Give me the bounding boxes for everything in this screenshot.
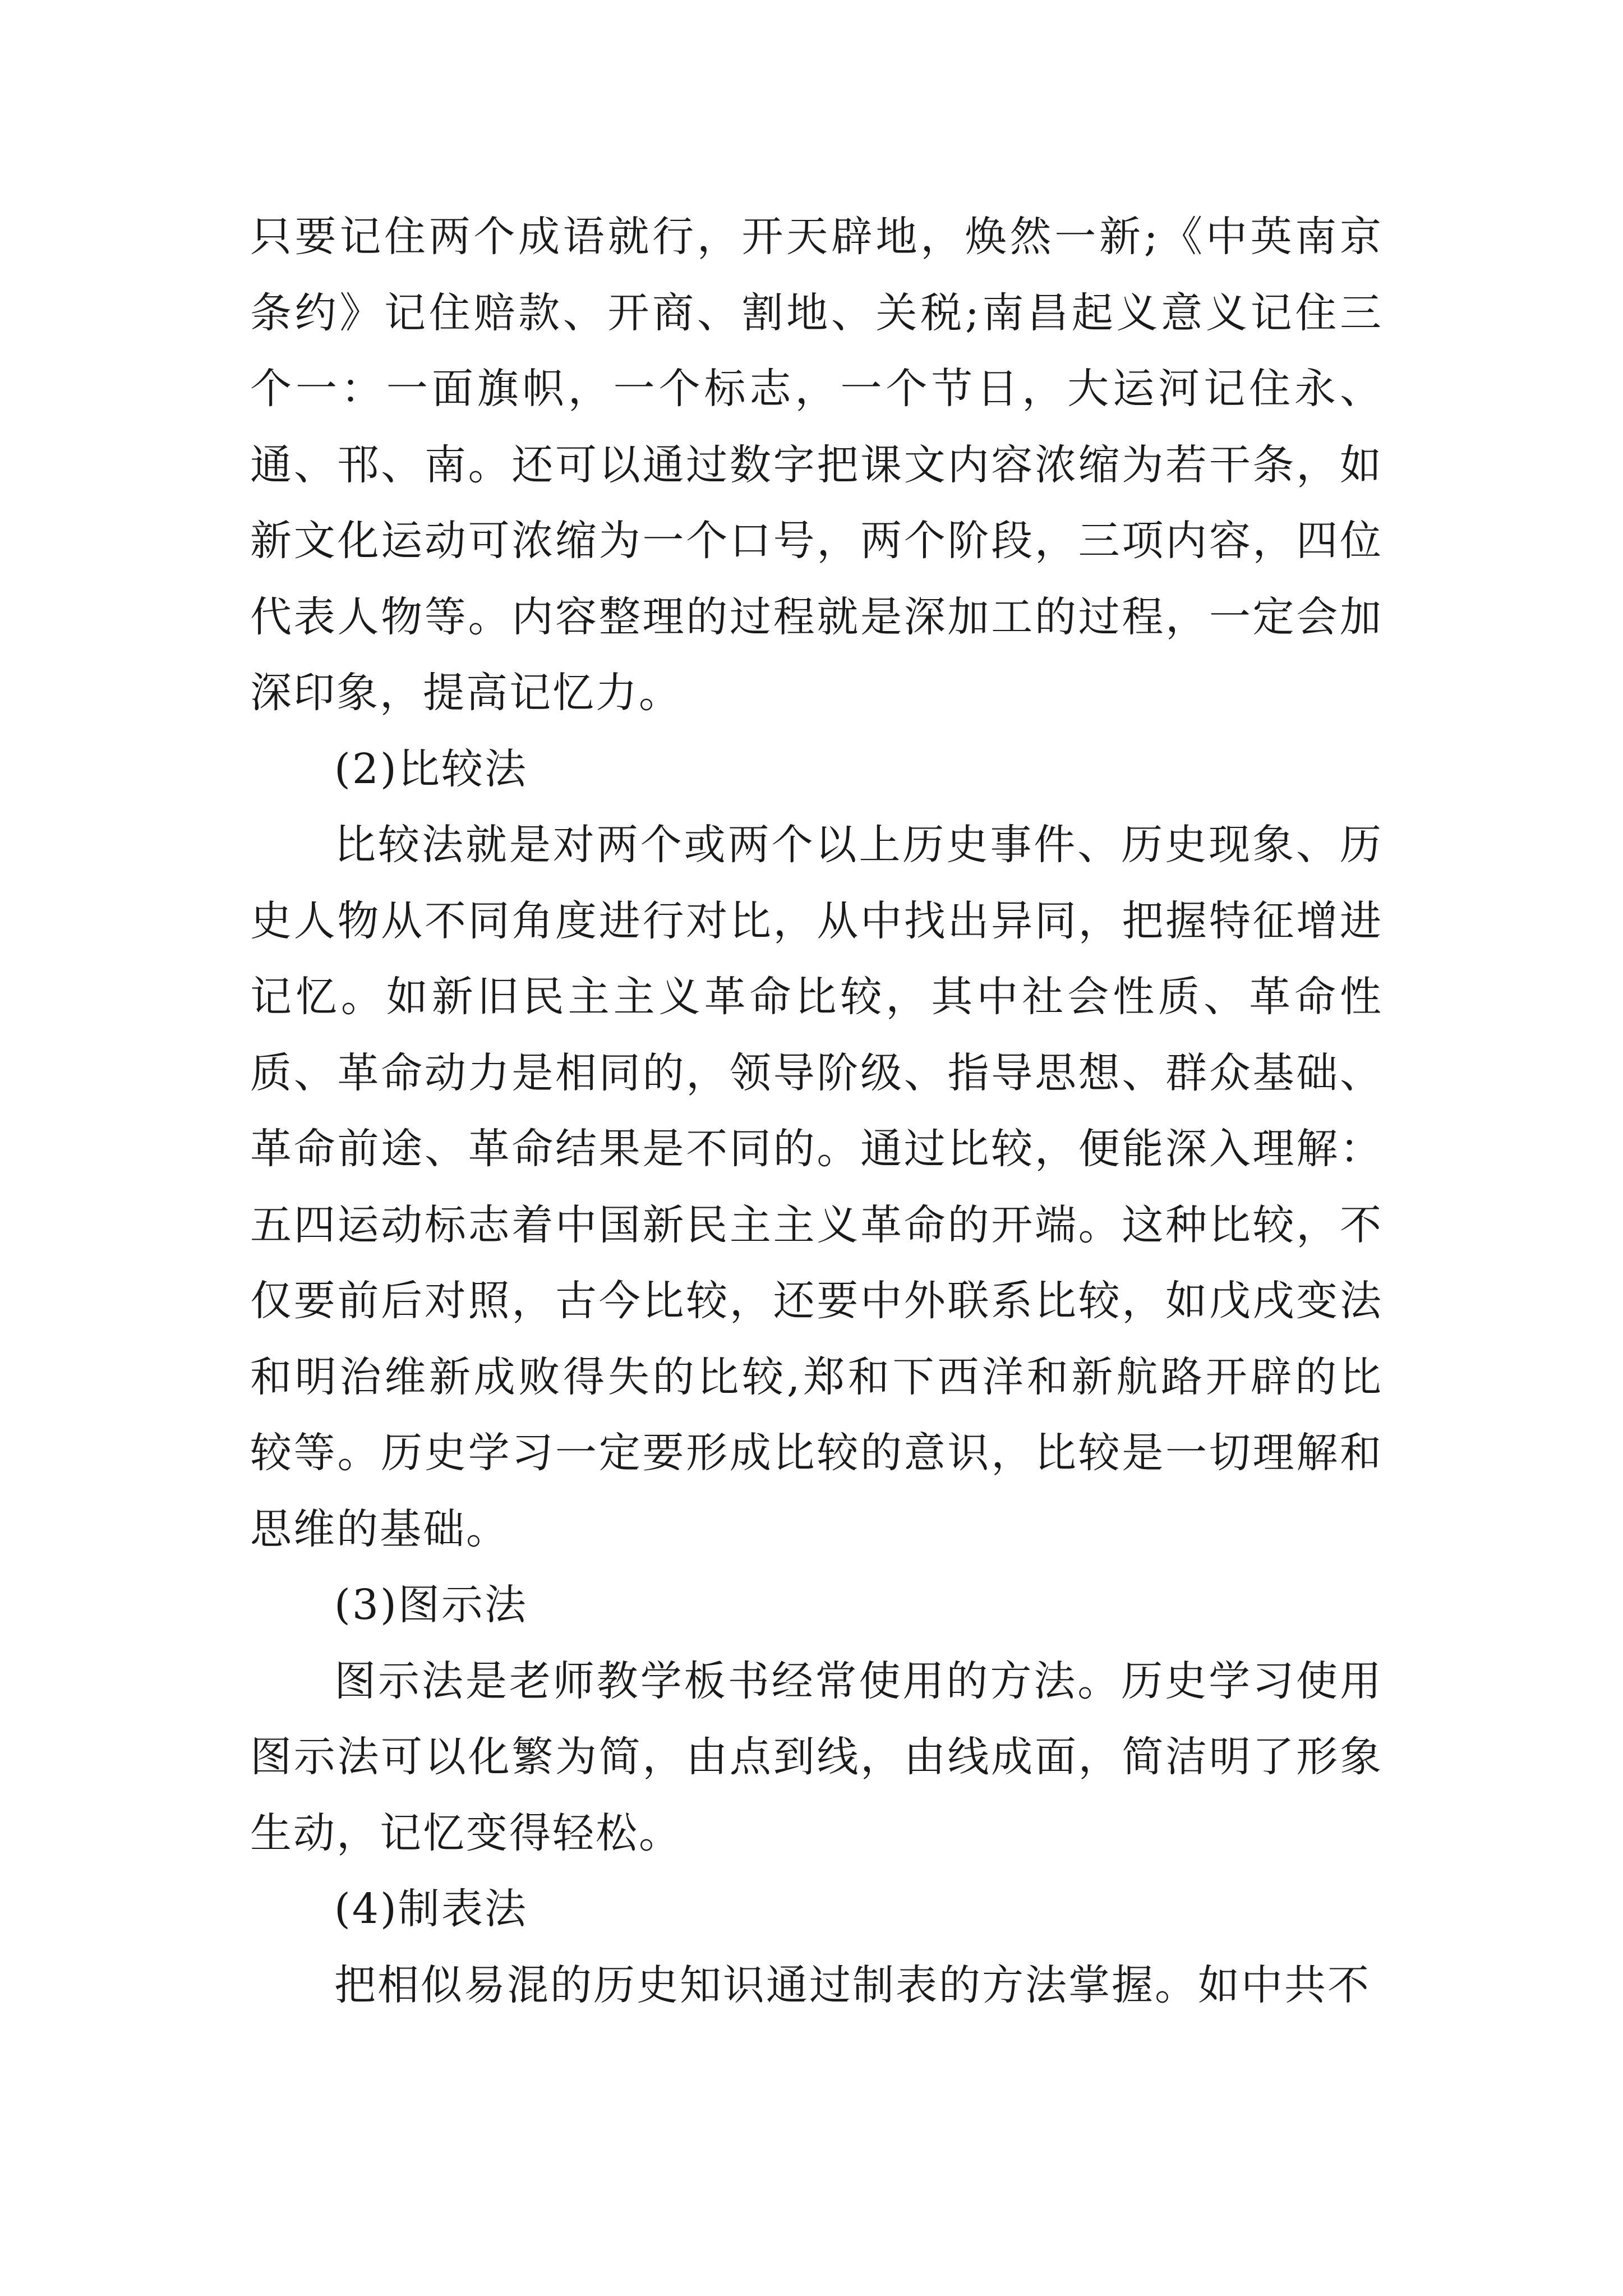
document-body [250,199,1383,2023]
paragraph-diagram-method: 图示法是老师教学板书经常使用的方法。历史学习使用图示法可以化繁为简，由点到线，由线成面，简洁明了形象生动，记忆变得轻松。 [250,1657,1383,1857]
paragraph-table-method: 把相似易混的历史知识通过制表的方法掌握。如中共不 [334,1961,1371,2009]
heading-comparison-method: (2)比较法 [334,744,528,793]
paragraph-memory-summary: 只要记住两个成语就行，开天辟地，焕然一新;《中英南京条约》记住赔款、开商、割地、关税;南昌起义意义记住三个一：一面旗帜，一个标志，一个节日，大运河记住永、通、邗、南。还可以通过数字把课文内容浓缩为若干条，如新文化运动可浓缩为一个口号，两个阶段，三项内容，四位代表人物等。内容整理的过程就是深加工的过程，一定会加深印象，提高记忆力。 [250,213,1383,717]
paragraph-comparison-method: 比较法就是对两个或两个以上历史事件、历史现象、历史人物从不同角度进行对比，从中找出异同，把握特征增进记忆。如新旧民主主义革命比较，其中社会性质、革命性质、革命动力是相同的，领导阶级、指导思想、群众基础、革命前途、革命结果是不同的。通过比较，便能深入理解：五四运动标志着中国新民主主义革命的开端。这种比较，不仅要前后对照，古今比较，还要中外联系比较，如戊戌变法和明治维新成败得失的比较,郑和下西洋和新航路开辟的比较等。历史学习一定要形成比较的意识，比较是一切理解和思维的基础。 [250,821,1383,1553]
heading-table-method: (4)制表法 [334,1885,528,1933]
heading-diagram-method: (3)图示法 [334,1581,528,1629]
